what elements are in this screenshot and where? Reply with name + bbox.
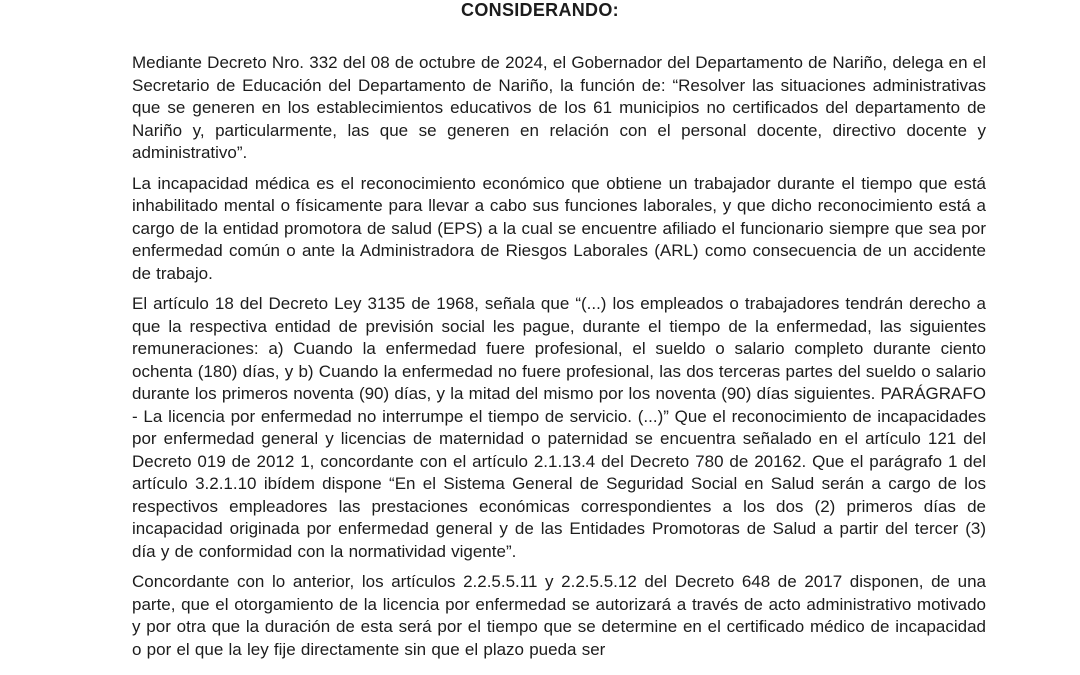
- paragraph-incapacidad-medica: La incapacidad médica es el reconocimiento económico que obtiene un trabajador durante el tiempo que está inhabilitado mental o físicamente para llevar a cabo sus funciones laborales, y que dicho reconocimiento está a cargo de la entidad promotora de salud (EPS) a la cual se encuentre afiliado el funcionario siempre que sea por enfermedad común o ante la Administradora de Riesgos Laborales (ARL) como consecuencia de un accidente de trabajo.: [132, 173, 986, 283]
- paragraph-decreto-648: Concordante con lo anterior, los artículos 2.2.5.5.11 y 2.2.5.5.12 del Decreto 648 de 2017 disponen, de una parte, que el otorgamiento de la licencia por enfermedad se autorizará a través de acto administrativo motivado y por otra que la duración de esta será por el tiempo que se determine en el certificado médico de incapacidad o por el que la ley fije directamente sin que el plazo pueda ser: [132, 572, 986, 659]
- paragraph-articulo-18: El artículo 18 del Decreto Ley 3135 de 1968, señala que “(...) los empleados o trabajadores tendrán derecho a que la respectiva entidad de previsión social les pague, durante el tiempo de la enfermedad, las siguientes remuneraciones: a) Cuando la enfermedad fuere profesional, el sueldo o salario completo durante ciento ochenta (180) días, y b) Cuando la enfermedad no fuere profesional, las dos terceras partes del sueldo o salario durante los primeros noventa (90) días, y la mitad del mismo por los noventa (90) días siguientes. PARÁGRAFO - La licencia por enfermedad no interrumpe el tiempo de servicio. (...)” Que el reconocimiento de incapacidades por enfermedad general y licencias de maternidad o paternidad se encuentra señalado en el artículo 121 del Decreto 019 de 2012 1, concordante con el artículo 2.1.13.4 del Decreto 780 de 20162. Que el parágrafo 1 del artículo 3.2.1.10 ibídem dispone “En el Sistema General de Seguridad Social en Salud serán a cargo de los respectivos empleadores las prestaciones económicas correspondientes a los dos (2) primeros días de incapacidad originada por enfermedad general y de las Entidades Promotoras de Salud a partir del tercer (3) día y de conformidad con la normatividad vigente”.: [132, 294, 986, 561]
- section-heading: CONSIDERANDO:: [461, 0, 619, 20]
- document-body: [132, 52, 986, 669]
- paragraph-decree-332: Mediante Decreto Nro. 332 del 08 de octubre de 2024, el Gobernador del Departamento de Nariño, delega en el Secretario de Educación del Departamento de Nariño, la función de: “Resolver las situaciones administrativas que se generen en los establecimientos educativos de los 61 municipios no certificados del departamento de Nariño y, particularmente, las que se generen en relación con el personal docente, directivo docente y administrativo”.: [132, 53, 986, 162]
